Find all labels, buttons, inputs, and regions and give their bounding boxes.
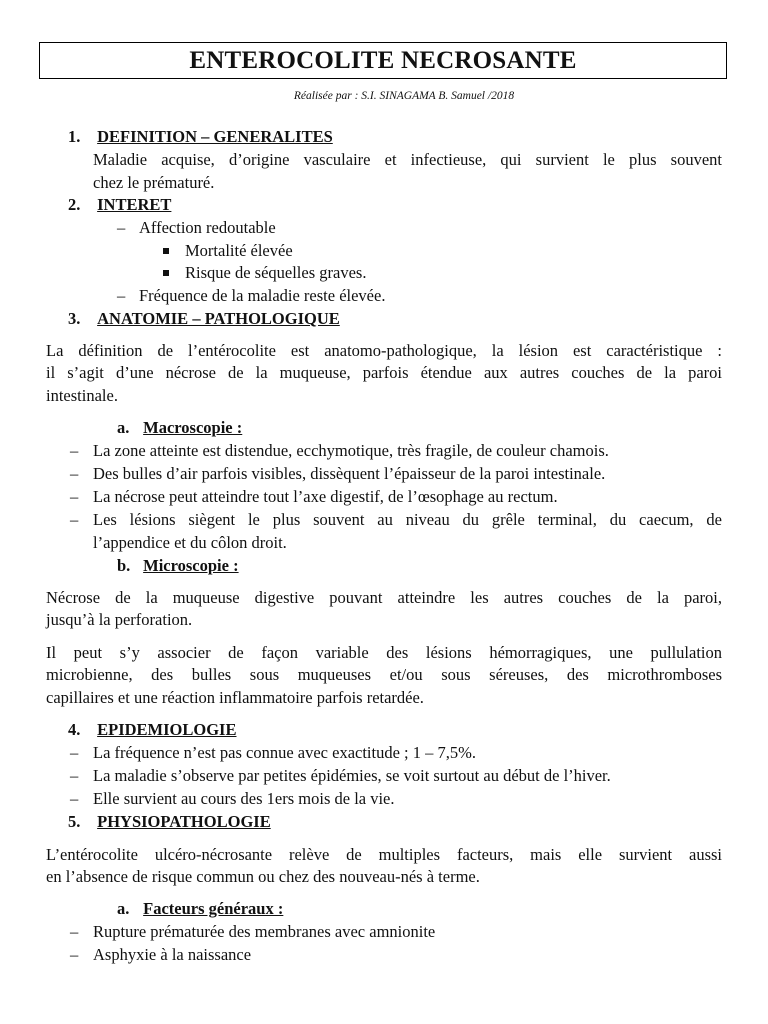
sub-list-item: Risque de séquelles graves. (163, 262, 366, 284)
paragraph-line: chez le prématuré. (93, 173, 215, 192)
paragraph-line: Nécrose de la muqueuse digestive pouvant atteindre les autres couches de la paroi, (46, 588, 722, 607)
list-item: – Des bulles d’air parfois visibles, dissèquent l’épaisseur de la paroi intestinale. (70, 464, 606, 483)
subsection-a-heading (117, 898, 283, 920)
dash-bullet: – (70, 922, 79, 941)
section-number: 3. (68, 309, 81, 328)
section-3-heading (68, 308, 340, 330)
list-item: – La zone atteinte est distendue, ecchymotique, très fragile, de couleur chamois. (70, 441, 609, 460)
subsection-title: Facteurs généraux : (143, 899, 284, 918)
subsection-letter: a. (117, 899, 130, 918)
subsection-b-heading (117, 555, 239, 577)
dash-bullet: – (70, 766, 79, 785)
paragraph-line: jusqu’à la perforation. (46, 610, 193, 629)
list-item: – Elle survient au cours des 1ers mois de la vie. (70, 789, 395, 808)
list-item: – Rupture prématurée des membranes avec amnionite (70, 922, 436, 941)
section-title: DEFINITION – GENERALITES (97, 127, 333, 146)
document-title: ENTEROCOLITE NECROSANTE (39, 42, 727, 79)
list-item: – La maladie s’observe par petites épidémies, se voit surtout au début de l’hiver. (70, 766, 611, 785)
section-title: INTERET (97, 195, 172, 214)
section-number: 4. (68, 720, 81, 739)
section-5-heading (68, 811, 271, 833)
dash-bullet: – (117, 218, 126, 237)
subsection-letter: a. (117, 418, 130, 437)
list-item: – Asphyxie à la naissance (70, 945, 252, 964)
subsection-letter: b. (117, 556, 131, 575)
subsection-a-heading (117, 417, 242, 439)
author-credit: Réalisée par : S.I. SINAGAMA B. Samuel /2018 (293, 90, 515, 102)
subsection-title: Macroscopie : (143, 418, 243, 437)
list-item: – La nécrose peut atteindre tout l’axe digestif, de l’œsophage au rectum. (70, 487, 558, 506)
paragraph-line: Il peut s’y associer de façon variable des lésions hémorragiques, une pullulation (46, 643, 722, 662)
list-item-text: Les lésions siègent le plus souvent au niveau du grêle terminal, du caecum, de (93, 510, 722, 529)
list-item: – La fréquence n’est pas connue avec exactitude ; 1 – 7,5%. (70, 743, 476, 762)
paragraph-line: Maladie acquise, d’origine vasculaire et infectieuse, qui survient le plus souvent (93, 150, 722, 169)
dash-bullet: – (70, 464, 79, 483)
section-2-heading (68, 194, 171, 216)
dash-bullet: – (70, 945, 79, 964)
list-item (70, 509, 93, 531)
dash-bullet: – (117, 286, 126, 305)
section-1-heading (68, 126, 333, 148)
dash-bullet: – (70, 441, 79, 460)
paragraph-line: L’entérocolite ulcéro-nécrosante relève de multiples facteurs, mais elle survient aussi (46, 845, 722, 864)
dash-bullet: – (70, 510, 79, 529)
section-number: 5. (68, 812, 81, 831)
dash-bullet: – (70, 487, 79, 506)
section-title: PHYSIOPATHOLOGIE (97, 812, 271, 831)
dash-bullet: – (70, 789, 79, 808)
square-bullet-icon (163, 270, 169, 276)
list-item: – Affection redoutable (117, 218, 276, 237)
paragraph-line: microbienne, des bulles sous muqueuses et/ou sous séreuses, des microthromboses (46, 665, 722, 684)
square-bullet-icon (163, 248, 169, 254)
section-4-heading (68, 719, 236, 741)
section-title: ANATOMIE – PATHOLOGIQUE (97, 309, 340, 328)
dash-bullet: – (70, 743, 79, 762)
list-item-text: l’appendice et du côlon droit. (93, 533, 287, 552)
list-item: – Fréquence de la maladie reste élevée. (117, 286, 386, 305)
section-number: 2. (68, 195, 81, 214)
sub-list-item: Mortalité élevée (163, 240, 293, 262)
paragraph-line: en l’absence de risque commun ou chez des nouveau-nés à terme. (46, 867, 480, 886)
paragraph-line: il s’agit d’une nécrose de la muqueuse, parfois étendue aux autres couches de la paroi (46, 363, 722, 382)
subsection-title: Microscopie : (143, 556, 239, 575)
section-title: EPIDEMIOLOGIE (97, 720, 237, 739)
section-number: 1. (68, 127, 81, 146)
paragraph-line: intestinale. (46, 386, 118, 405)
paragraph-line: La définition de l’entérocolite est anatomo-pathologique, la lésion est caractéristique : (46, 341, 722, 360)
paragraph-line: capillaires et une réaction inflammatoire parfois retardée. (46, 688, 424, 707)
